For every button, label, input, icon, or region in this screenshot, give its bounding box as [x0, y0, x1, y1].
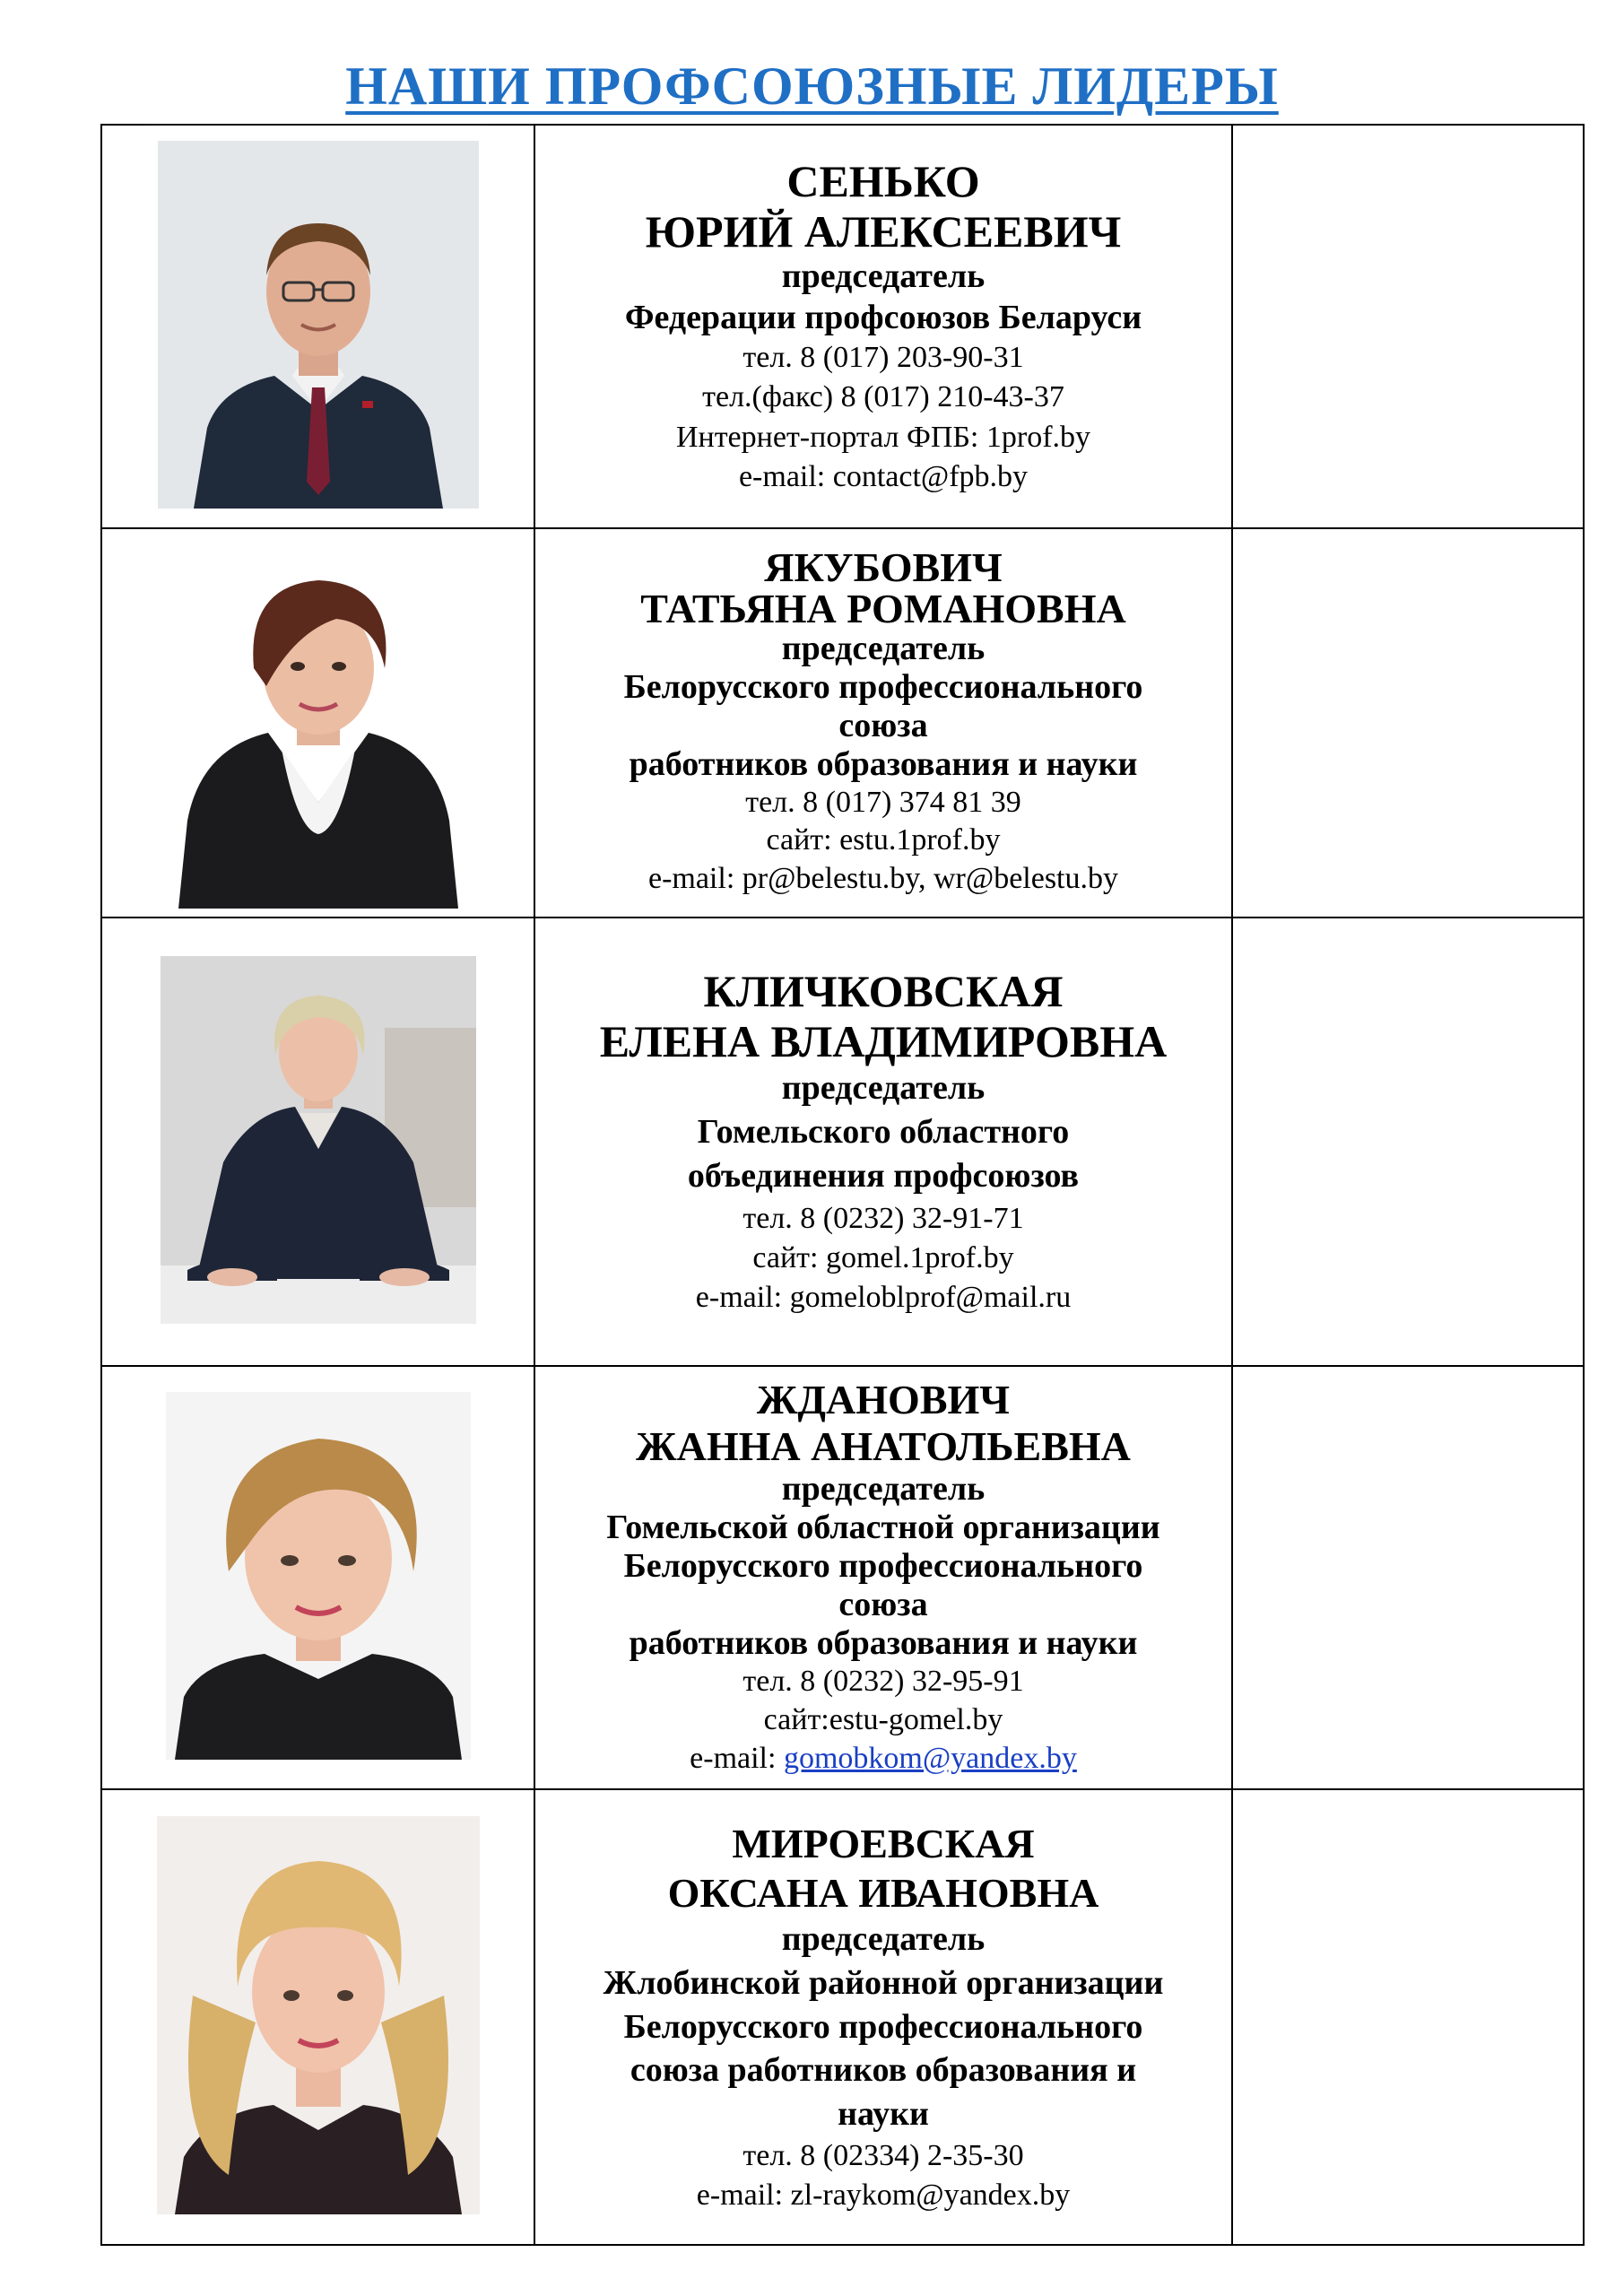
leader-position-line: союза работников образования и [630, 2051, 1137, 2090]
empty-cell [1232, 1789, 1584, 2245]
leader-info-cell [534, 1789, 1232, 2245]
leader-surname: МИРОЕВСКАЯ [732, 1821, 1035, 1867]
leader-name: ЮРИЙ АЛЕКСЕЕВИЧ [645, 206, 1122, 257]
empty-cell [1232, 918, 1584, 1366]
leader-info-cell [534, 1366, 1232, 1789]
leader-email: e-mail: pr@belestu.by, wr@belestu.by [647, 862, 1118, 896]
leader-fax: тел.(факс) 8 (017) 210-43-37 [702, 380, 1064, 414]
table-row [101, 1789, 1584, 2245]
leader-position-line: председатель [781, 1920, 986, 1959]
leader-position-line: председатель [781, 257, 986, 296]
leader-position-line: председатель [781, 1068, 986, 1107]
leader-position-line: работников образования и науки [629, 744, 1138, 783]
leader-position-line: союза [838, 1586, 928, 1624]
photo-cell [101, 528, 534, 918]
leader-position-line: объединения профсоюзов [687, 1157, 1080, 1196]
leader-photo-yakubovich [161, 534, 476, 909]
leader-info-cell [534, 918, 1232, 1366]
leader-website: сайт: estu.1prof.by [766, 823, 1001, 857]
empty-cell [1232, 1366, 1584, 1789]
photo-cell [101, 1789, 534, 2245]
leader-position-line: председатель [781, 1470, 986, 1509]
leader-name: ОКСАНА ИВАНОВНА [667, 1870, 1099, 1917]
photo-cell [101, 1366, 534, 1789]
leader-info-cell [534, 528, 1232, 918]
leader-position-line: Белорусского профессионального [623, 667, 1143, 706]
empty-cell [1232, 125, 1584, 528]
leader-surname: КЛИЧКОВСКАЯ [703, 965, 1064, 1016]
leader-photo-miroevskaya [157, 1816, 480, 2214]
leader-website: сайт:estu-gomel.by [763, 1702, 1003, 1736]
leader-email: e-mail: gomeloblprof@mail.ru [695, 1281, 1072, 1315]
leader-position-line: Белорусского профессионального [623, 1547, 1143, 1586]
leader-position-line: союза [838, 706, 928, 744]
leader-name: ЕЛЕНА ВЛАДИМИРОВНА [599, 1015, 1168, 1066]
leader-position-line: работников образования и науки [629, 1624, 1138, 1663]
leader-phone: тел. 8 (02334) 2-35-30 [743, 2138, 1024, 2172]
table-row [101, 528, 1584, 918]
leader-position-line: Жлобинской районной организации [603, 1964, 1164, 2003]
email-link[interactable]: gomobkom@yandex.by [783, 1741, 1077, 1775]
leader-email: e-mail: zl-raykom@yandex.by [696, 2178, 1071, 2212]
leader-position-line: Федерации профсоюзов Беларуси [624, 298, 1142, 336]
leader-photo-senko [158, 141, 479, 509]
leaders-table [100, 124, 1585, 2246]
leader-name: ЖАННА АНАТОЛЬЕВНА [636, 1423, 1131, 1470]
leader-info-cell [534, 125, 1232, 528]
leader-position-line: Гомельского областного [697, 1113, 1070, 1152]
email-prefix: e-mail: [690, 1741, 784, 1775]
leader-position-line: председатель [781, 629, 986, 667]
empty-cell [1232, 528, 1584, 918]
leader-surname: СЕНЬКО [786, 156, 980, 207]
leader-website: Интернет-портал ФПБ: 1prof.by [675, 420, 1091, 454]
leader-surname: ЯКУБОВИЧ [764, 544, 1003, 590]
leader-email: e-mail: contact@fpb.by [738, 459, 1029, 493]
leader-name: ТАТЬЯНА РОМАНОВНА [640, 585, 1126, 631]
leader-phone: тел. 8 (017) 203-90-31 [743, 341, 1024, 375]
photo-cell [101, 125, 534, 528]
table-row [101, 1366, 1584, 1789]
leader-photo-klichkovskaya [161, 956, 476, 1324]
leader-surname: ЖДАНОВИЧ [756, 1377, 1011, 1423]
leader-website: сайт: gomel.1prof.by [752, 1240, 1014, 1274]
leader-position-line: Белорусского профессионального [623, 2007, 1143, 2046]
table-row [101, 918, 1584, 1366]
leader-phone: тел. 8 (0232) 32-95-91 [743, 1665, 1024, 1699]
leader-photo-zhdanovich [166, 1392, 471, 1760]
leader-phone: тел. 8 (017) 374 81 39 [745, 785, 1021, 819]
leader-position-line: Гомельской областной организации [606, 1509, 1160, 1547]
leader-email [544, 1740, 1222, 1779]
photo-cell [101, 918, 534, 1366]
page-title: НАШИ ПРОФСОЮЗНЫЕ ЛИДЕРЫ [345, 57, 1279, 116]
table-row [101, 125, 1584, 528]
leader-position-line: науки [838, 2094, 929, 2133]
leader-phone: тел. 8 (0232) 32-91-71 [743, 1201, 1024, 1235]
